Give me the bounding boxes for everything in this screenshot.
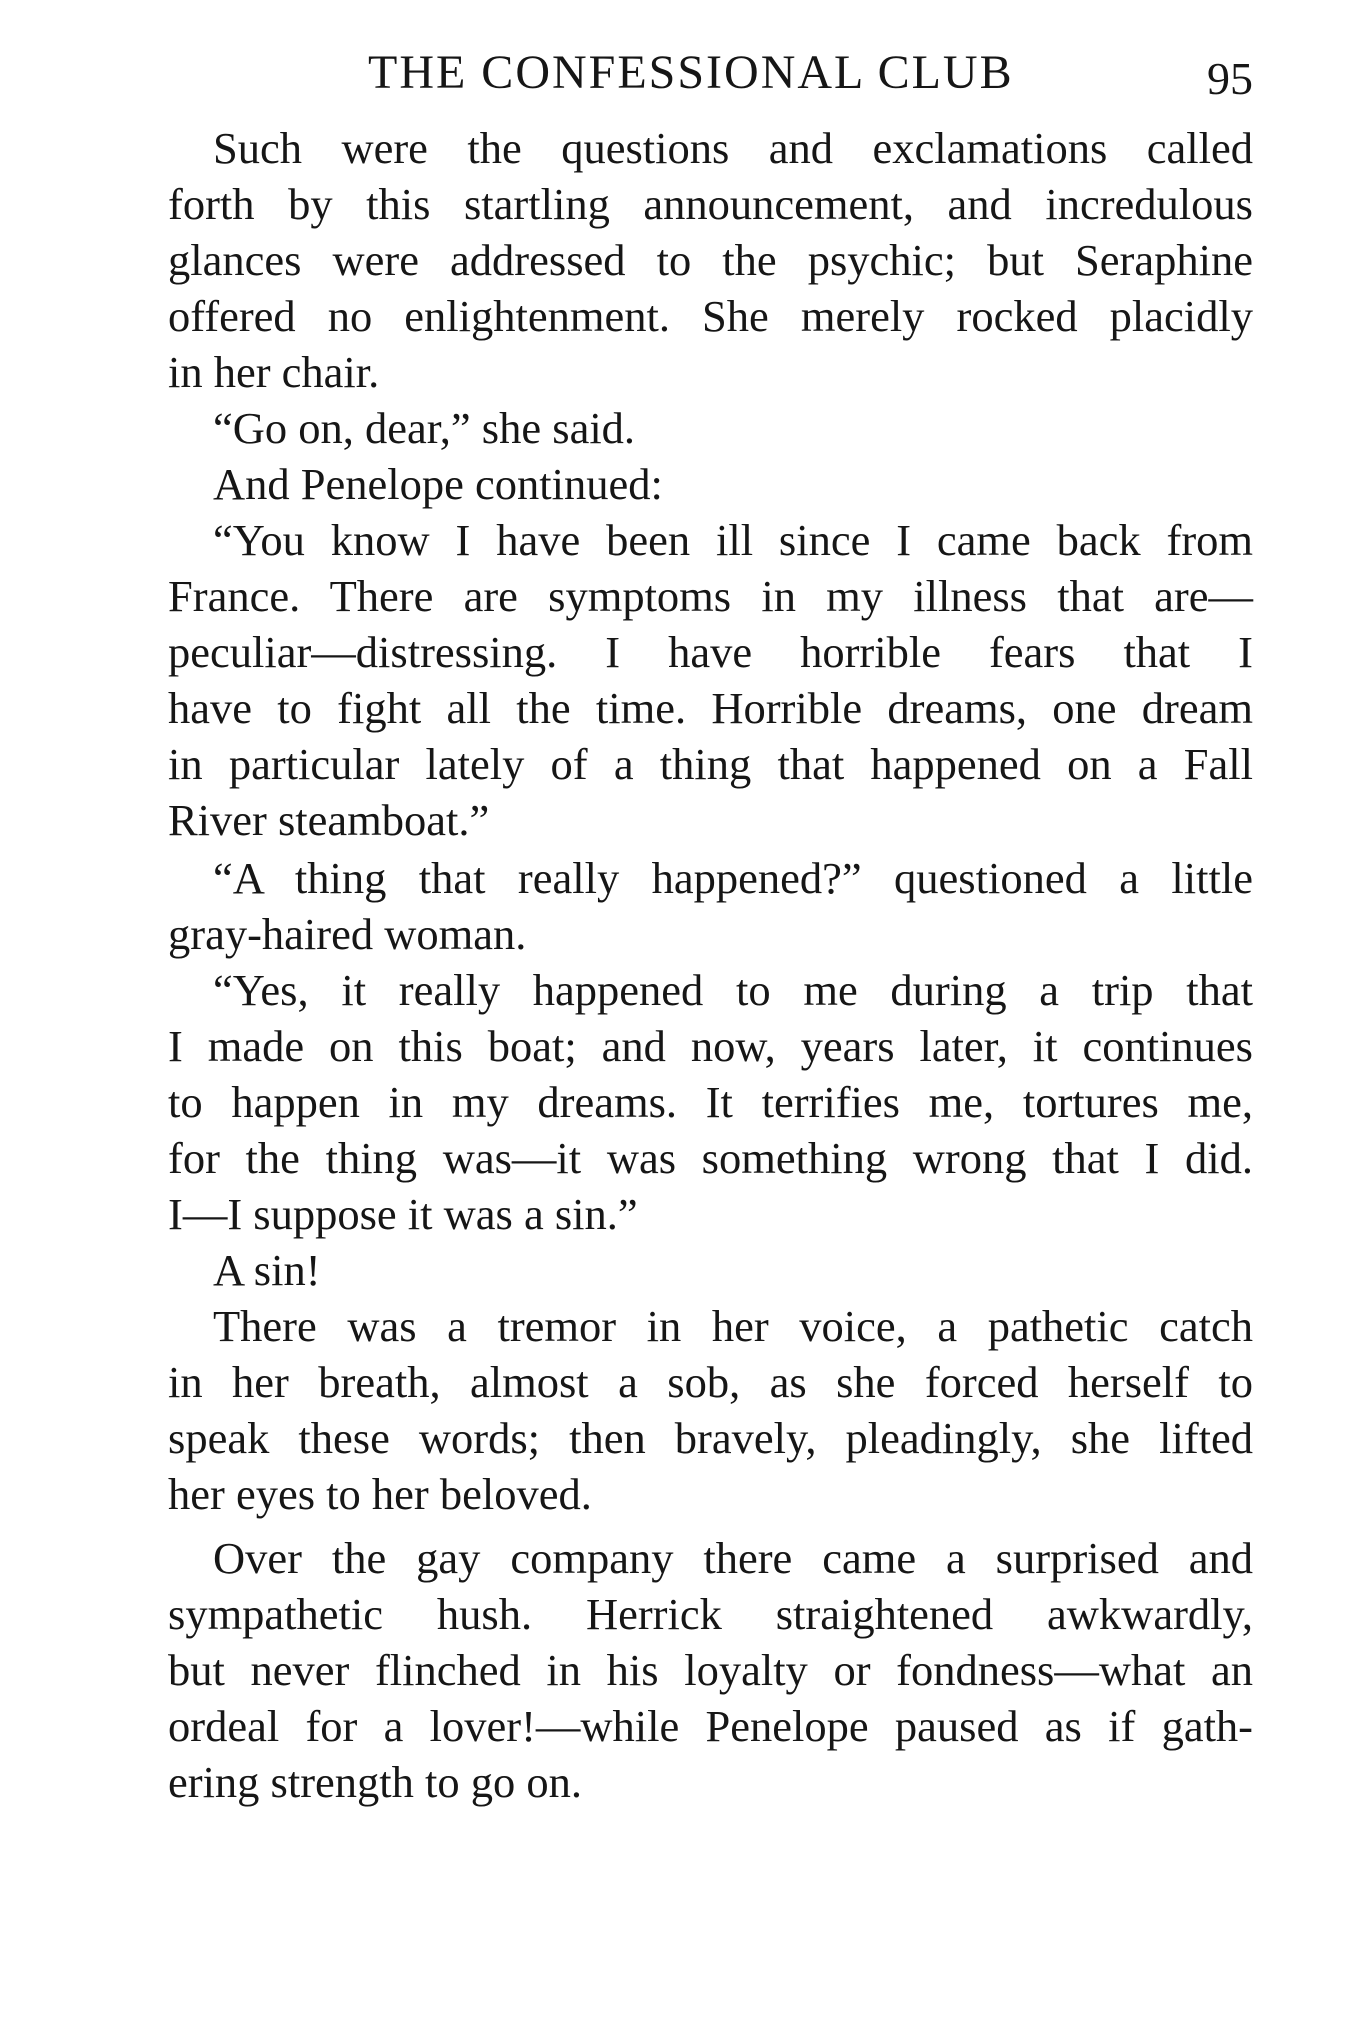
- text-line: offered no enlightenment. She merely rocked placidly: [168, 291, 1253, 341]
- text-line: A sin!: [213, 1245, 321, 1295]
- text-line: “You know I have been ill since I came back from: [213, 515, 1253, 565]
- running-title: THE CONFESSIONAL CLUB: [368, 46, 1014, 99]
- paragraph: [168, 456, 1253, 512]
- text-line: sympathetic hush. Herrick straightened awkwardly,: [168, 1589, 1253, 1639]
- text-line: but never flinched in his loyalty or fondness—what an: [168, 1645, 1253, 1695]
- text-line: forth by this startling announcement, and incredulous: [168, 179, 1253, 229]
- paragraph: [168, 1242, 1253, 1298]
- text-line: gray-haired woman.: [168, 909, 527, 959]
- body-text: [168, 120, 1253, 1810]
- paragraph: [168, 962, 1253, 1242]
- paragraph: [168, 1530, 1253, 1810]
- text-line: I made on this boat; and now, years later, it continues: [168, 1021, 1253, 1071]
- page-number: 95: [1207, 53, 1253, 104]
- text-line: ordeal for a lover!—while Penelope paused as if gath-: [168, 1701, 1253, 1751]
- text-line: for the thing was—it was something wrong that I did.: [168, 1133, 1253, 1183]
- paragraph: [168, 400, 1253, 456]
- paragraph: [168, 120, 1253, 400]
- text-line: I—I suppose it was a sin.”: [168, 1189, 638, 1239]
- text-line: glances were addressed to the psychic; but Seraphine: [168, 235, 1253, 285]
- text-line: Such were the questions and exclamations called: [213, 123, 1253, 173]
- running-head: [168, 38, 1253, 108]
- text-line: River steamboat.”: [168, 795, 490, 845]
- text-line: France. There are symptoms in my illness that are—: [168, 571, 1253, 621]
- text-line: There was a tremor in her voice, a pathetic catch: [213, 1301, 1253, 1351]
- text-line: “Go on, dear,” she said.: [213, 403, 636, 453]
- paragraph: [168, 850, 1253, 962]
- text-line: ering strength to go on.: [168, 1757, 583, 1807]
- text-line: speak these words; then bravely, pleadingly, she lifted: [168, 1413, 1253, 1463]
- text-line: Over the gay company there came a surprised and: [213, 1533, 1253, 1583]
- paragraph: [168, 512, 1253, 848]
- text-line: have to fight all the time. Horrible dreams, one dream: [168, 683, 1253, 733]
- text-line: “A thing that really happened?” questioned a little: [213, 853, 1253, 903]
- text-line: her eyes to her beloved.: [168, 1469, 592, 1519]
- text-line: in her chair.: [168, 347, 380, 397]
- text-line: peculiar—distressing. I have horrible fears that I: [168, 627, 1253, 677]
- text-line: “Yes, it really happened to me during a trip that: [213, 965, 1253, 1015]
- paragraph: [168, 1298, 1253, 1522]
- text-line: in particular lately of a thing that happened on a Fall: [168, 739, 1253, 789]
- text-line: to happen in my dreams. It terrifies me, tortures me,: [168, 1077, 1253, 1127]
- text-line: And Penelope continued:: [213, 459, 663, 509]
- text-line: in her breath, almost a sob, as she forced herself to: [168, 1357, 1253, 1407]
